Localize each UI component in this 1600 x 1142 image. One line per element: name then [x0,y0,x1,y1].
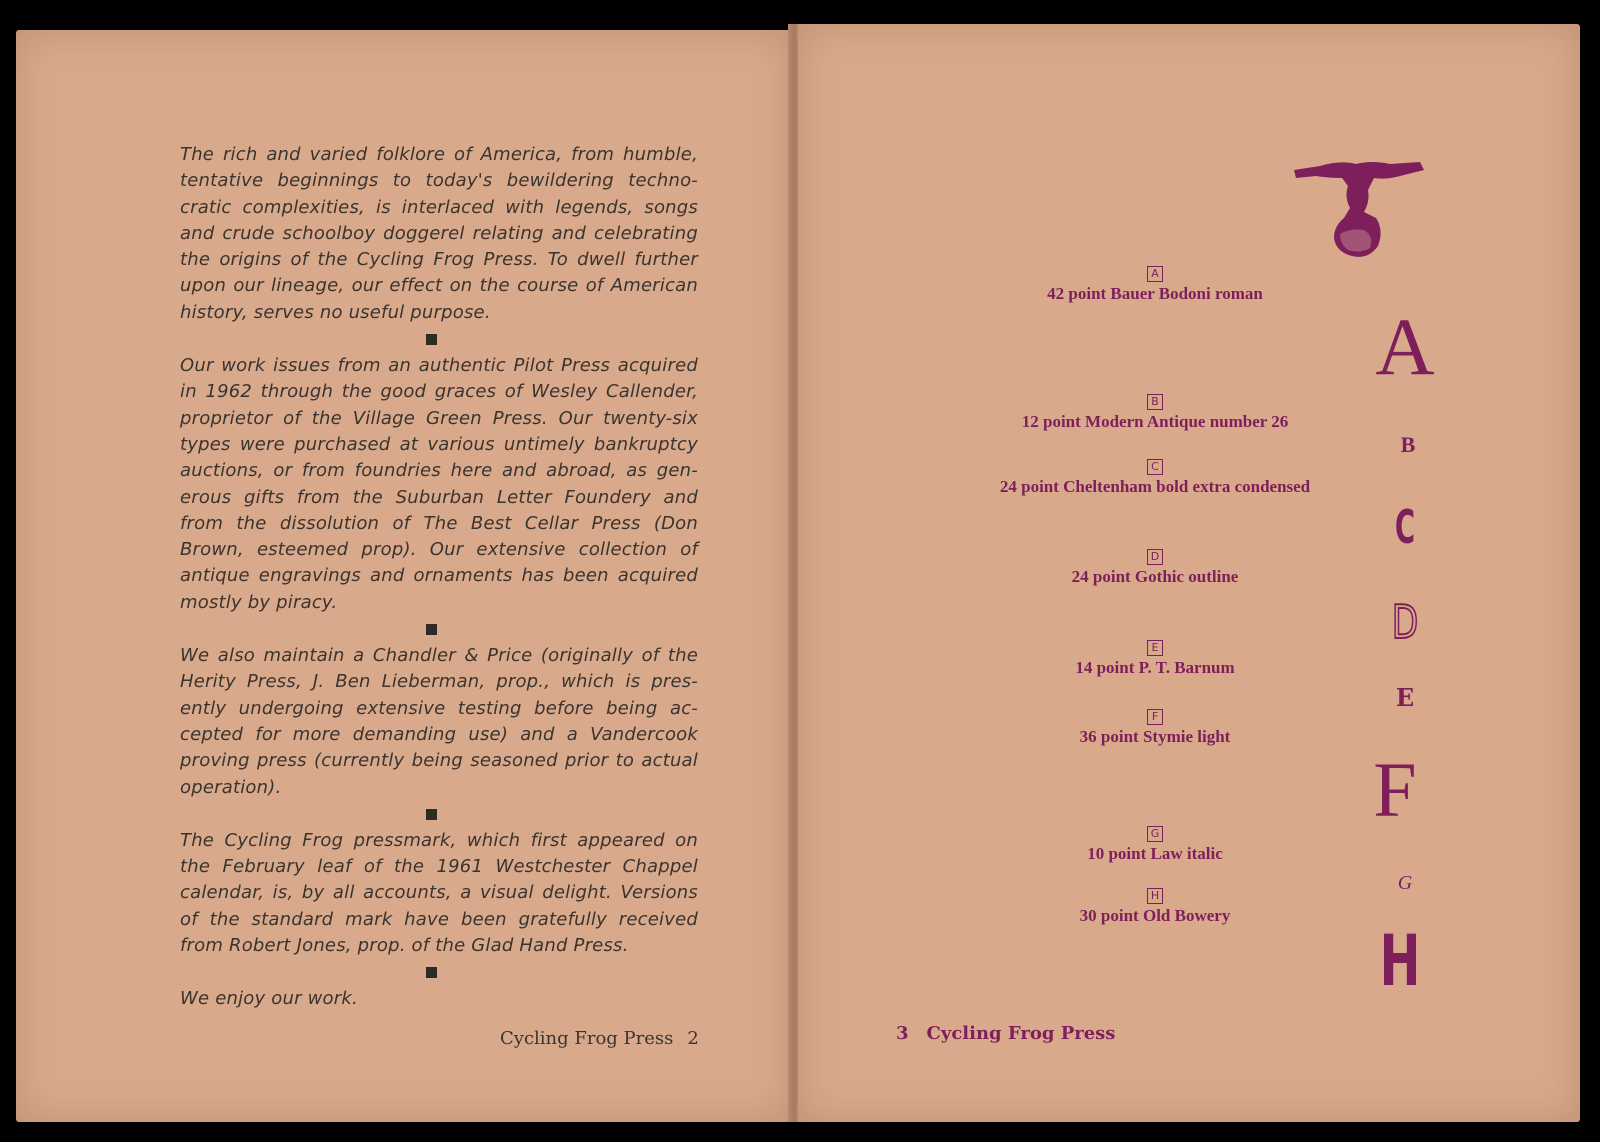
paragraph-presses: We also maintain a Chandler & Price (originally of the Herity Press, J. Ben Lieberman, prop., which is pres-ently undergoing extensive testing before being ac-cepted for more demanding use) and a Vandercook proving press (currently being seasoned prior to actual operation). [180,645,698,798]
type-entry-h [945,884,1365,926]
entry-letter-box: F [1147,709,1163,725]
entry-label: 10 point Law italic [1087,844,1223,863]
type-entry-f [945,705,1365,747]
entry-label: 12 point Modern Antique number 26 [1021,412,1289,431]
square-ornament [426,967,437,978]
specimen-letter-b: B [1400,432,1416,457]
right-page-footer [896,1023,1115,1044]
cycling-frog-pressmark-icon [1290,156,1430,266]
entry-label: 14 point P. T. Barnum [1075,658,1235,677]
footer-press-name: Cycling Frog Press [926,1023,1116,1044]
entry-letter-box: E [1147,640,1163,656]
entry-letter-box: D [1147,549,1163,565]
paragraph-pressmark: The Cycling Frog pressmark, which first appeared on the February leaf of the 1961 Westchester Chappel calendar, is, by all accounts, a visual delight. Versions of the standard mark have been gratefully received from Robert Jones, prop. of the Glad Hand Press. [180,829,698,957]
type-entry-c [945,455,1365,497]
entry-label: 36 point Stymie light [1079,727,1231,746]
type-entry-g [945,822,1365,864]
specimen-letter-f: F [1373,746,1417,833]
entry-letter-box: G [1147,826,1163,842]
entry-label: 42 point Bauer Bodoni roman [1047,284,1263,303]
paragraph-folklore: The rich and varied folklore of America, from humble, tentative beginnings to today's bewildering techno-cratic complexities, is interlaced with legends, songs and crude schoolboy doggerel relating and celebrating the origins of the Cycling Frog Press. To dwell further upon our lineage, our effect on the course of American history, serves no useful purpose. [180,144,698,323]
footer-press-name: Cycling Frog Press [500,1028,674,1049]
entry-letter-box: B [1147,394,1163,410]
specimen-letter-d: D [1391,595,1419,649]
specimen-letter-g: G [1397,872,1413,894]
page-number: 3 [896,1023,909,1044]
type-entry-b [945,390,1365,432]
left-page-body [180,142,698,1013]
entry-letter-box: H [1147,888,1163,904]
paragraph-equipment: Our work issues from an authentic Pilot Press acquired in 1962 through the good graces of Wesley Callender, proprietor of the Village Green Press. Our twenty-six types were purchased at various untimely bankruptcy auctions, or from foundries here and abroad, as gen-erous gifts from the Suburban Letter Foundery and from the dissolution of The Best Cellar Press (Don Brown, esteemed prop). Our extensive collection of antique engravings and ornaments has been acquired mostly by piracy. [180,355,698,613]
entry-letter-box: A [1147,266,1163,282]
square-ornament [426,334,437,345]
square-ornament [426,624,437,635]
entry-letter-box: C [1147,459,1163,475]
specimen-letter-a: A [1375,301,1435,392]
entry-label: 24 point Cheltenham bold extra condensed [999,477,1311,496]
square-ornament [426,809,437,820]
type-entry-e [945,636,1365,678]
specimen-letter-e: E [1395,683,1415,712]
page-number: 2 [687,1028,699,1049]
paragraph-closing: We enjoy our work. [180,988,358,1010]
type-entry-a [945,262,1365,304]
specimen-letter-c: C [1394,500,1416,554]
entry-label: 30 point Old Bowery [1079,906,1231,925]
entry-label: 24 point Gothic outline [1071,567,1239,586]
specimen-letter-h: H [1379,920,1421,1002]
left-page-footer [500,1028,700,1049]
type-entry-d [945,545,1365,587]
